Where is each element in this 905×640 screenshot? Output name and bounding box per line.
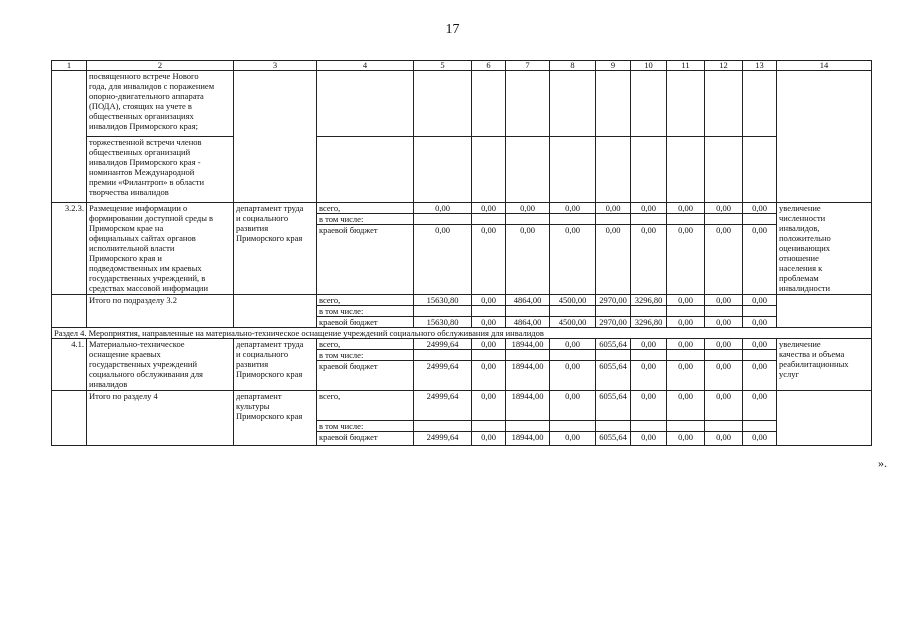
value-cell: 0,00 xyxy=(667,432,705,446)
funding-source: краевой бюджет xyxy=(317,432,414,446)
item-number: 4.1. xyxy=(52,339,87,391)
value-cell: 0,00 xyxy=(631,339,667,350)
value-cell: 0,00 xyxy=(506,203,550,214)
value-cell: 0,00 xyxy=(550,203,596,214)
value-cell: 0,00 xyxy=(705,432,743,446)
expected-result: увеличение численности инвалидов, положительно оценивающих отношение населения к проблемам инвалидности xyxy=(777,203,872,295)
value-cell: 0,00 xyxy=(472,203,506,214)
value-cell: 0,00 xyxy=(631,361,667,391)
value-cell: 0,00 xyxy=(472,339,506,350)
value-cell: 0,00 xyxy=(667,391,705,421)
value-cell: 4500,00 xyxy=(550,317,596,328)
value-cell: 0,00 xyxy=(743,203,777,214)
value-cell: 0,00 xyxy=(667,339,705,350)
header-cell: 10 xyxy=(631,61,667,71)
value-cell: 0,00 xyxy=(550,432,596,446)
item-number: 3.2.3. xyxy=(52,203,87,295)
value-cell: 6055,64 xyxy=(596,339,631,350)
value-cell: 0,00 xyxy=(705,391,743,421)
value-cell: 0,00 xyxy=(705,361,743,391)
closing-quote-mark: ». xyxy=(878,456,887,470)
value-cell: 0,00 xyxy=(705,203,743,214)
value-cell: 0,00 xyxy=(596,225,631,295)
value-cell: 0,00 xyxy=(667,317,705,328)
table-row xyxy=(52,295,872,306)
value-cell: 0,00 xyxy=(705,295,743,306)
value-cell: 0,00 xyxy=(667,361,705,391)
header-cell: 9 xyxy=(596,61,631,71)
value-cell: 0,00 xyxy=(743,339,777,350)
event-name: торжественной встречи членов общественных организаций инвалидов Приморского края - номинантов Международной премии «Филантроп» в области творчества инвалидов xyxy=(87,137,234,203)
header-cell: 4 xyxy=(317,61,414,71)
event-name: посвященного встрече Нового года, для инвалидов с поражением опорно-двигательного аппарата (ПОДА), стоящих на учете в общественных организациях инвалидов Приморского края; xyxy=(87,71,234,137)
value-cell: 4864,00 xyxy=(506,317,550,328)
funding-source: краевой бюджет xyxy=(317,361,414,391)
value-cell: 6055,64 xyxy=(596,361,631,391)
value-cell: 0,00 xyxy=(743,225,777,295)
header-cell: 14 xyxy=(777,61,872,71)
value-cell: 24999,64 xyxy=(414,339,472,350)
section-heading: Раздел 4. Мероприятия, направленные на материально-техническое оснащение учреждений социального обслуживания для инвалидов xyxy=(52,328,872,339)
value-cell: 0,00 xyxy=(743,361,777,391)
value-cell: 15630,80 xyxy=(414,295,472,306)
value-cell: 0,00 xyxy=(550,339,596,350)
value-cell: 0,00 xyxy=(472,317,506,328)
value-cell: 0,00 xyxy=(743,295,777,306)
value-cell: 3296,80 xyxy=(631,295,667,306)
value-cell: 0,00 xyxy=(743,432,777,446)
value-cell: 0,00 xyxy=(414,203,472,214)
value-cell: 0,00 xyxy=(414,225,472,295)
value-cell: 3296,80 xyxy=(631,317,667,328)
header-cell: 6 xyxy=(472,61,506,71)
header-row xyxy=(52,61,872,71)
value-cell: 24999,64 xyxy=(414,391,472,421)
event-name: Размещение информации о формировании доступной среды в Приморском крае на официальных сайтах органов исполнительной власти Приморского края и подведомственных им краевых государственных учреждений, в средствах массовой информации xyxy=(87,203,234,295)
value-cell: 18944,00 xyxy=(506,339,550,350)
value-cell: 0,00 xyxy=(472,225,506,295)
value-cell: 0,00 xyxy=(631,391,667,421)
value-cell: 0,00 xyxy=(631,225,667,295)
table-row xyxy=(52,71,872,137)
executor: департамент культуры Приморского края xyxy=(234,391,317,446)
funding-source: в том числе: xyxy=(317,306,414,317)
funding-source: всего, xyxy=(317,203,414,214)
funding-source: в том числе: xyxy=(317,214,414,225)
value-cell: 4864,00 xyxy=(506,295,550,306)
table-row xyxy=(52,137,872,203)
value-cell: 2970,00 xyxy=(596,295,631,306)
executor: департамент труда и социального развития Приморского края xyxy=(234,203,317,295)
subtotal-label: Итого по подразделу 3.2 xyxy=(87,295,234,328)
funding-source: в том числе: xyxy=(317,350,414,361)
value-cell: 18944,00 xyxy=(506,391,550,421)
value-cell: 0,00 xyxy=(596,203,631,214)
value-cell: 15630,80 xyxy=(414,317,472,328)
value-cell: 0,00 xyxy=(705,317,743,328)
value-cell: 24999,64 xyxy=(414,361,472,391)
value-cell: 24999,64 xyxy=(414,432,472,446)
table-row xyxy=(52,391,872,421)
value-cell: 0,00 xyxy=(743,317,777,328)
page-number: 17 xyxy=(445,22,460,37)
header-cell: 12 xyxy=(705,61,743,71)
value-cell: 0,00 xyxy=(472,361,506,391)
funding-source: всего, xyxy=(317,339,414,350)
value-cell: 18944,00 xyxy=(506,432,550,446)
header-cell: 2 xyxy=(87,61,234,71)
value-cell: 0,00 xyxy=(472,295,506,306)
table-row xyxy=(52,203,872,214)
header-cell: 13 xyxy=(743,61,777,71)
funding-source: всего, xyxy=(317,391,414,421)
expected-result: увеличение качества и объема реабилитационных услуг xyxy=(777,339,872,391)
subtotal-label: Итого по разделу 4 xyxy=(87,391,234,446)
funding-source: всего, xyxy=(317,295,414,306)
value-cell: 0,00 xyxy=(631,203,667,214)
value-cell: 0,00 xyxy=(550,391,596,421)
funding-source: в том числе: xyxy=(317,421,414,432)
funding-source: краевой бюджет xyxy=(317,225,414,295)
value-cell: 0,00 xyxy=(550,225,596,295)
value-cell: 4500,00 xyxy=(550,295,596,306)
value-cell: 0,00 xyxy=(472,432,506,446)
event-name: Материально-техническое оснащение краевых государственных учреждений социального обслуживания для инвалидов xyxy=(87,339,234,391)
value-cell: 6055,64 xyxy=(596,391,631,421)
header-cell: 5 xyxy=(414,61,472,71)
value-cell: 0,00 xyxy=(743,391,777,421)
header-cell: 8 xyxy=(550,61,596,71)
value-cell: 6055,64 xyxy=(596,432,631,446)
header-cell: 1 xyxy=(52,61,87,71)
value-cell: 0,00 xyxy=(667,203,705,214)
value-cell: 0,00 xyxy=(705,225,743,295)
value-cell: 0,00 xyxy=(667,225,705,295)
value-cell: 18944,00 xyxy=(506,361,550,391)
header-cell: 7 xyxy=(506,61,550,71)
value-cell: 0,00 xyxy=(631,432,667,446)
value-cell: 0,00 xyxy=(472,391,506,421)
table-row xyxy=(52,339,872,350)
program-table xyxy=(51,60,872,446)
header-cell: 11 xyxy=(667,61,705,71)
value-cell: 0,00 xyxy=(667,295,705,306)
value-cell: 0,00 xyxy=(705,339,743,350)
funding-source: краевой бюджет xyxy=(317,317,414,328)
value-cell: 0,00 xyxy=(506,225,550,295)
header-cell: 3 xyxy=(234,61,317,71)
value-cell: 0,00 xyxy=(550,361,596,391)
value-cell: 2970,00 xyxy=(596,317,631,328)
executor: департамент труда и социального развития Приморского края xyxy=(234,339,317,391)
section-heading-row xyxy=(52,328,872,339)
